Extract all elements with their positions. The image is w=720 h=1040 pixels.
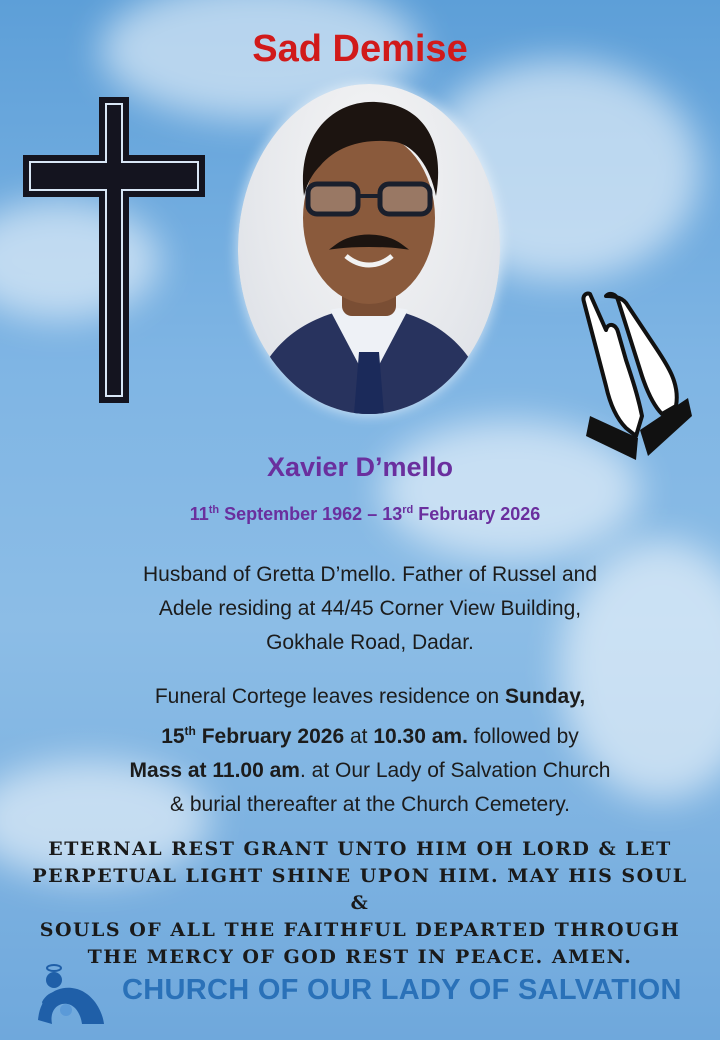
funeral-line: & burial thereafter at the Church Cemetery. <box>170 793 570 816</box>
page-title: Sad Demise <box>252 28 468 70</box>
prayer-line: PERPETUAL LIGHT SHINE UPON HIM. MAY HIS SOUL & <box>32 865 688 914</box>
funeral-line <box>60 714 680 754</box>
family-details <box>60 558 680 660</box>
funeral-text: followed by <box>467 725 579 748</box>
birth-day: 11 <box>189 504 209 524</box>
prayer-line: THE MERCY OF GOD REST IN PEACE. AMEN. <box>87 946 633 968</box>
life-dates <box>0 504 720 525</box>
portrait-photo <box>238 84 500 414</box>
funeral-time: 10.30 am. <box>373 725 468 748</box>
birth-date-rest: September 1962 <box>219 504 363 524</box>
funeral-line <box>60 754 680 788</box>
portrait-figure <box>238 84 500 414</box>
funeral-date-day: 15 <box>161 725 185 748</box>
church-logo <box>32 958 106 1028</box>
prayer-text <box>30 836 690 971</box>
prayer-line: ETERNAL REST GRANT UNTO HIM OH LORD & LET <box>48 838 672 860</box>
church-name: CHURCH OF OUR LADY OF SALVATION <box>122 974 682 1006</box>
funeral-text: Funeral Cortege leaves residence on <box>154 685 506 708</box>
cross-icon <box>22 96 206 404</box>
birth-suffix: th <box>208 504 220 516</box>
death-day: 13 <box>382 504 403 524</box>
funeral-date-suffix: th <box>184 724 196 738</box>
funeral-date: February 2026 <box>195 725 345 748</box>
family-line: Gokhale Road, Dadar. <box>266 631 474 654</box>
death-date-rest: February 2026 <box>413 504 541 524</box>
mass-time: Mass at 11.00 am <box>129 759 300 782</box>
family-line: Adele residing at 44/45 Corner View Building, <box>158 597 582 620</box>
funeral-day: Sunday, <box>505 685 586 708</box>
deceased-name: Xavier D’mello <box>266 452 454 482</box>
funeral-text: . at Our Lady of Salvation Church <box>299 759 611 782</box>
funeral-text: at <box>344 725 374 748</box>
death-suffix: rd <box>402 504 414 516</box>
funeral-line <box>60 680 680 714</box>
date-separator: – <box>362 504 383 524</box>
praying-hands-icon <box>576 286 694 462</box>
prayer-line: SOULS OF ALL THE FAITHFUL DEPARTED THROUGH <box>39 919 681 941</box>
funeral-details <box>60 680 680 822</box>
family-line: Husband of Gretta D’mello. Father of Russel and <box>142 563 598 586</box>
